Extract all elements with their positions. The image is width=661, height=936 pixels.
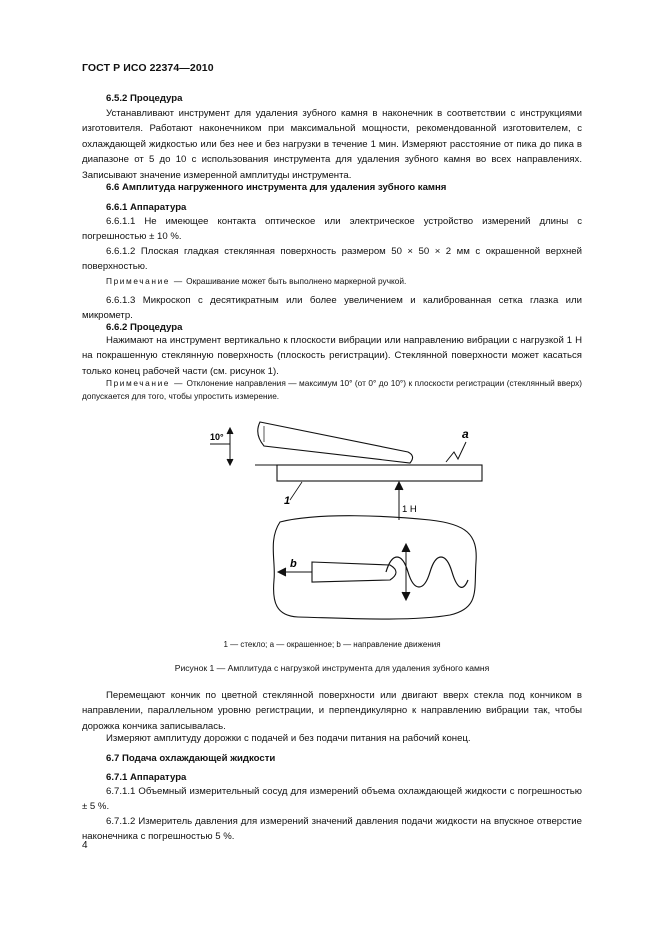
angle-arrow-bottom bbox=[227, 459, 233, 465]
section-6-7-title: 6.7 Подача охлаждающей жидкости bbox=[106, 753, 276, 764]
force-label: 1 Н bbox=[402, 504, 417, 515]
painted-label: a bbox=[462, 427, 469, 441]
figure-caption: Рисунок 1 — Амплитуда с нагрузкой инструмента для удаления зубного камня bbox=[174, 663, 490, 673]
glass-label: 1 bbox=[284, 495, 291, 507]
section-6-6-title: 6.6 Амплитуда нагруженного инструмента для удаления зубного камня bbox=[106, 182, 447, 193]
note-6-6-2 bbox=[82, 377, 582, 403]
note-label: Примечание — bbox=[106, 276, 184, 286]
clause-6-7-1-2: 6.7.1.2 Измеритель давления для измерений значений давления подачи жидкости на впускное отверстие наконечника с погрешностью 5 %. bbox=[82, 816, 582, 843]
document-header: ГОСТ Р ИСО 22374—2010 bbox=[82, 62, 214, 74]
note-text: Отклонение направления — максимум 10° (от 0° до 10°) к плоскости регистрации (стеклянный вверх) допускается для того, чтобы упростить измерение. bbox=[82, 378, 583, 401]
note-text: Окрашивание может быть выполнено маркерной ручкой. bbox=[186, 276, 407, 286]
glass-leader bbox=[290, 482, 302, 500]
section-6-6-1-title: 6.6.1 Аппаратура bbox=[106, 202, 187, 213]
page-number: 4 bbox=[82, 840, 88, 851]
figure-legend: 1 — стекло; a — окрашенное; b — направление движения bbox=[223, 640, 441, 649]
note-6-6-1 bbox=[82, 275, 582, 288]
figure-1-diagram bbox=[180, 412, 510, 628]
paragraph-measure-amplitude: Измеряют амплитуду дорожки с подачей и без подачи питания на рабочий конец. bbox=[106, 733, 471, 744]
clause-6-6-1-2: 6.6.1.2 Плоская гладкая стеклянная поверхность размером 50 × 50 × 2 мм с окрашенной верхней поверхностью. bbox=[82, 246, 582, 273]
section-6-5-2-title: 6.5.2 Процедура bbox=[106, 93, 183, 104]
note-label: Примечание — bbox=[106, 378, 184, 388]
clause-6-7-1-1: 6.7.1.1 Объемный измерительный сосуд для измерений объема охлаждающей жидкости с погрешностью ± 5 %. bbox=[82, 786, 582, 813]
angle-label: 10° bbox=[210, 432, 224, 442]
motion-label: b bbox=[290, 558, 297, 570]
scaler-tool bbox=[258, 422, 413, 463]
section-6-6-2-title: 6.6.2 Процедура bbox=[106, 322, 183, 333]
clause-6-6-1-1: 6.6.1.1 Не имеющее контакта оптическое или электрическое устройство измерений длины с погрешностью ± 10 %. bbox=[82, 216, 582, 243]
section-6-7-1-title: 6.7.1 Аппаратура bbox=[106, 772, 187, 783]
painted-surface-mark bbox=[446, 442, 466, 462]
glass-plate bbox=[277, 465, 482, 481]
vibration-track-wave bbox=[386, 557, 468, 587]
track-view-frame bbox=[273, 516, 476, 619]
section-6-5-2-text: Устанавливают инструмент для удаления зубного камня в наконечник в соответствии с инструкциями изготовителя. Работают наконечником при максимальной мощности, рекомендованной изготовителем, с охлаждающей жидкостью или без нее и без нагрузки в течение 1 мин. Измеряют расстояние от пика до пика в диапазоне от 5 до 10 с использования инструмента для удаления зубного камня во всех направлениях. Записывают значение измеренной амплитуды инструмента. bbox=[82, 108, 582, 181]
section-6-6-2-text: Нажимают на инструмент вертикально к плоскости вибрации или направлению вибрации с нагрузкой 1 Н на покрашенную стеклянную поверхность (плоскость регистрации). Стеклянной поверхности может касаться только конец рабочей части (см. рисунок 1). bbox=[82, 335, 582, 377]
scaler-tool-top-view bbox=[312, 562, 396, 582]
paragraph-track-movement: Перемещают кончик по цветной стеклянной поверхности или двигают вверх стекла под кончиком в направлении, параллельном уровню регистрации, и перпендикулярно к направлению вибрации так, чтобы дорожка кончика записывалась. bbox=[82, 690, 582, 732]
clause-6-6-1-3: 6.6.1.3 Микроскоп с десятикратным или более увеличением и калиброванная сетка глазка или микрометр. bbox=[82, 295, 582, 322]
angle-arrow-top bbox=[227, 428, 233, 434]
